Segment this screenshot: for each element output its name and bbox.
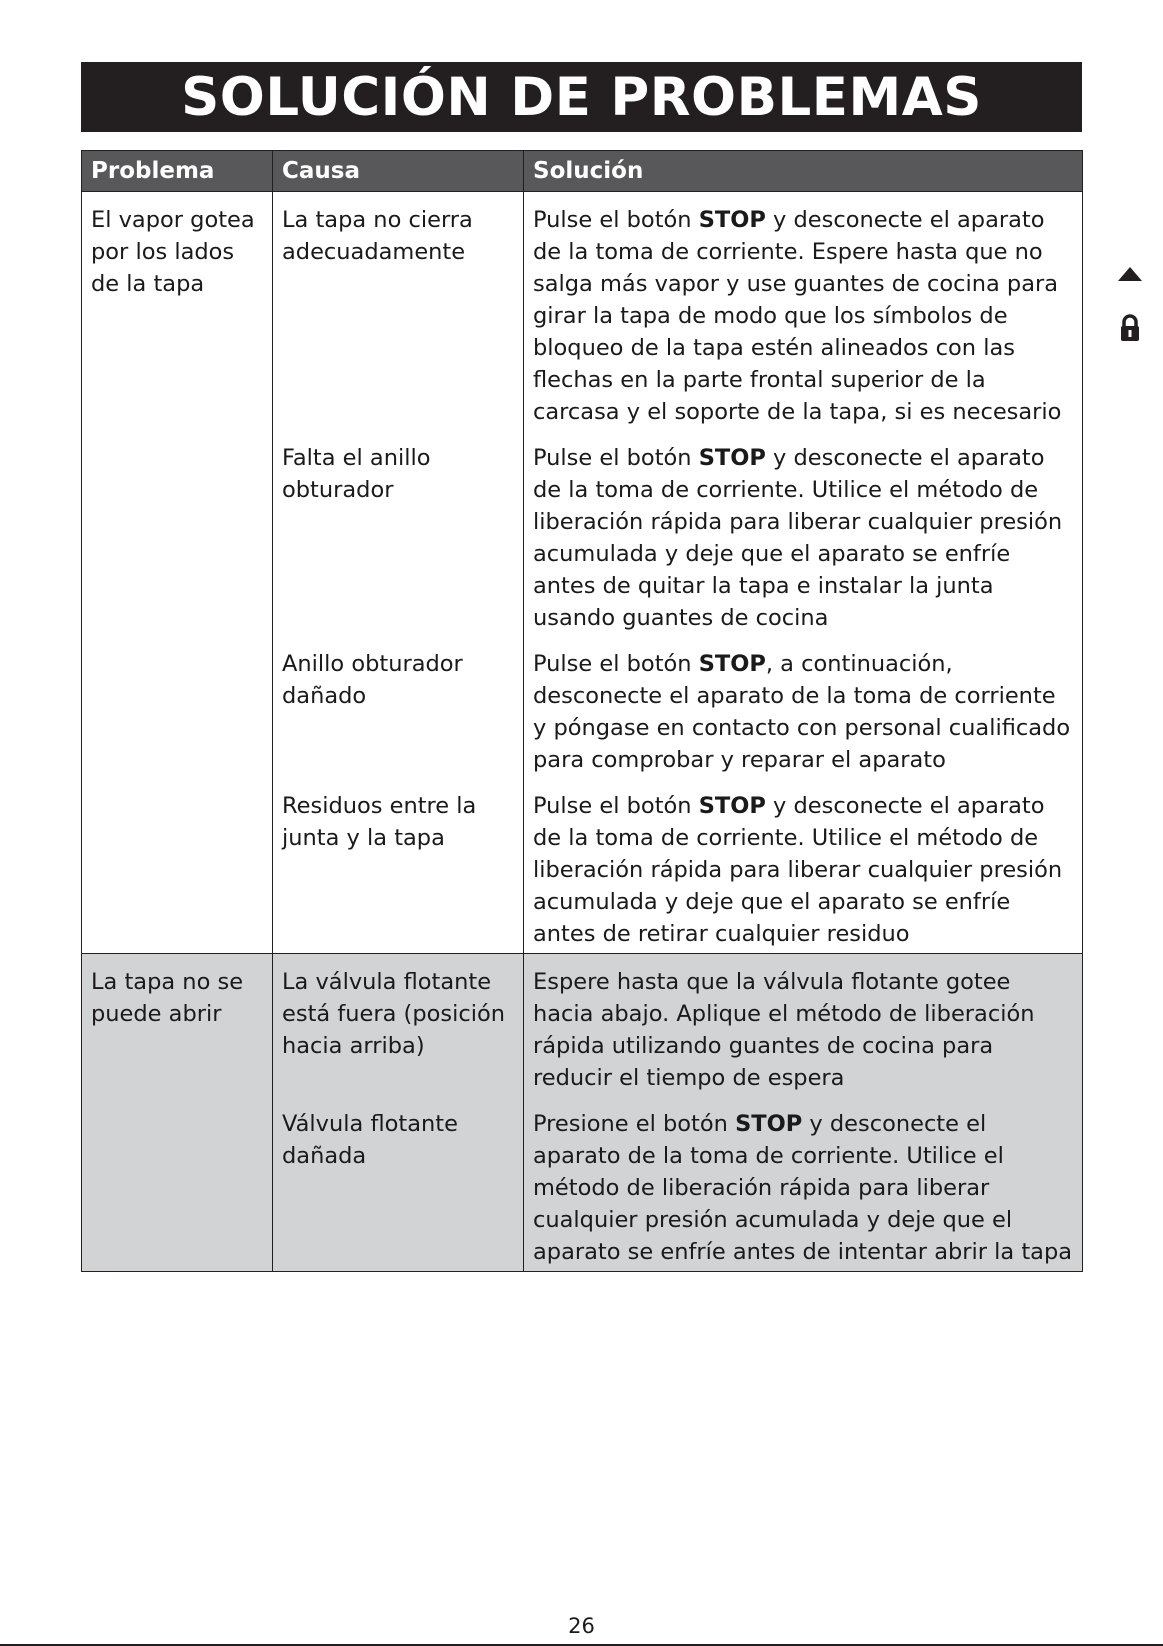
solution-text: y desconecte el aparato de la toma de corriente. Espere hasta que no salga más vapor y use guantes de cocina para girar la tapa de modo que los símbolos de bloqueo de la tapa estén alineados con las flechas en la parte frontal superior de la carcasa y el soporte de la tapa, si es necesario — [533, 207, 1062, 425]
table-header-row — [82, 151, 1083, 192]
cause-cell: La tapa no cierra adecuadamente — [273, 192, 524, 429]
page-title: SOLUCIÓN DE PROBLEMAS — [81, 62, 1082, 132]
lock-icon — [1116, 313, 1144, 343]
solution-text: , a continuación, desconecte el aparato de la toma de corriente y póngase en contacto con personal cualificado para comprobar y reparar el aparato — [533, 651, 1071, 773]
problem-cell: La tapa no se puede abrir — [82, 954, 273, 1272]
solution-cell — [524, 776, 1083, 954]
solution-text: Pulse el botón — [533, 793, 699, 819]
solution-cell — [524, 954, 1083, 1095]
solution-bold: STOP — [698, 793, 766, 819]
header-problem: Problema — [82, 151, 273, 192]
cause-cell: Falta el anillo obturador — [273, 428, 524, 634]
solution-bold: STOP — [698, 445, 766, 471]
solution-bold: STOP — [698, 207, 766, 233]
table-row — [82, 954, 1083, 1095]
triangle-up-icon — [1116, 265, 1144, 283]
header-cause: Causa — [273, 151, 524, 192]
solution-text: Presione el botón — [533, 1111, 736, 1137]
solution-cell — [524, 428, 1083, 634]
solution-text: y desconecte el aparato de la toma de corriente. Utilice el método de liberación rápida para liberar cualquier presión acumulada y deje que el aparato se enfríe antes de retirar cualquier residuo — [533, 793, 1063, 947]
solution-bold: STOP — [698, 651, 766, 677]
solution-text: Pulse el botón — [533, 207, 699, 233]
page-number: 26 — [568, 1614, 595, 1638]
cause-cell: Válvula flotante dañada — [273, 1094, 524, 1272]
header-solution: Solución — [524, 151, 1083, 192]
troubleshooting-table — [81, 150, 1083, 1272]
solution-text: y desconecte el aparato de la toma de corriente. Utilice el método de liberación rápida para liberar cualquier presión acumulada y deje que el aparato se enfríe antes de intentar abrir la tapa — [533, 1111, 1073, 1265]
solution-text: Pulse el botón — [533, 445, 699, 471]
cause-cell: Residuos entre la junta y la tapa — [273, 776, 524, 954]
solution-cell — [524, 192, 1083, 429]
side-icons — [1116, 265, 1144, 343]
solution-cell — [524, 1094, 1083, 1272]
cause-cell: Anillo obturador dañado — [273, 634, 524, 776]
cause-cell: La válvula flotante está fuera (posición hacia arriba) — [273, 954, 524, 1095]
solution-text: y desconecte el aparato de la toma de corriente. Utilice el método de liberación rápida para liberar cualquier presión acumulada y deje que el aparato se enfríe antes de quitar la tapa e instalar la junta usando guantes de cocina — [533, 445, 1063, 631]
table-row — [82, 192, 1083, 429]
problem-cell: El vapor gotea por los lados de la tapa — [82, 192, 273, 954]
solution-bold: STOP — [735, 1111, 803, 1137]
solution-text: Espere hasta que la válvula flotante gotee hacia abajo. Aplique el método de liberación rápida utilizando guantes de cocina para reducir el tiempo de espera — [533, 969, 1035, 1091]
solution-text: Pulse el botón — [533, 651, 699, 677]
solution-cell — [524, 634, 1083, 776]
